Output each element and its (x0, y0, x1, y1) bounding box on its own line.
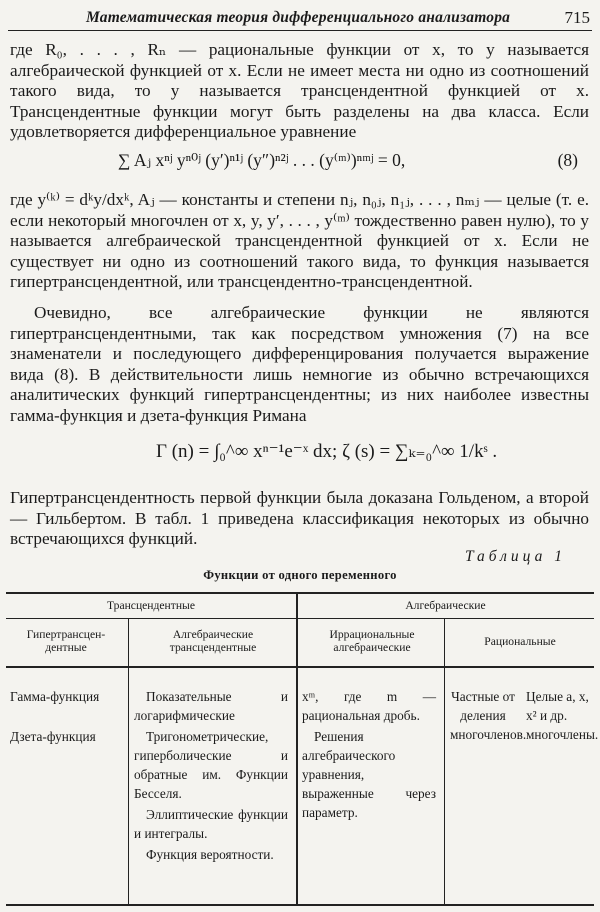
cell-quotients: Частные от деления многочленов. (450, 689, 527, 742)
paragraph-2: где y⁽ᵏ⁾ = dᵏy/dxᵏ, Aⱼ — константы и степени nⱼ, n₀ⱼ, n₁ⱼ, . . . , nₘⱼ — целые (т. е. если некоторый многочлен от x, y, y′, . . . , y⁽ᵐ⁾ тождественно равен нулю), то y называется алгебраической трансцендентной функцией от x. Если не существует ни одно из соотношений такого вида, то функция называется гипертрансцендентной, или трансцендентно-трансцендентной. (10, 190, 589, 292)
paragraph-4: Гипертрансцендентность первой функции была доказана Гольденом, а второй — Гильбертом. В табл. 1 приведена классификация некоторых из обычно встречающихся функций. (10, 488, 589, 549)
cell-trigonometric: Тригонометрические, гиперболические и обратные им. Функции Бесселя. (134, 729, 288, 801)
table-header-rule (6, 666, 594, 668)
table-group-rule (6, 618, 594, 619)
table-bottom-rule (6, 904, 594, 906)
table-caption: Функции от одного переменного (203, 568, 397, 582)
table-vline-1 (128, 618, 129, 904)
cell-polynomials: Целые a, x, x² и др. многочлены. (526, 689, 599, 742)
cell-exponential: Показательные и логарифмические (134, 689, 288, 723)
cell-gamma-function: Гамма-функция (10, 689, 100, 704)
table-vline-3 (444, 618, 445, 904)
cell-zeta-function: Дзета-функция (10, 729, 96, 744)
table-top-rule (6, 592, 594, 594)
cell-algebraic-solutions: Решения алгебраического уравнения, выраженные через параметр. (302, 729, 436, 820)
group-header-transcendental: Трансцендентные (107, 599, 195, 612)
paragraph-3: Очевидно, все алгебраические функции не являются гипертрансцендентными, так как посредством умножения (7) на все знаменатели и последующего дифференцирования получается выражение вида (8). В действительности лишь немногие из обычно встречающихся аналитических функций гипертрансцендентны; из них наиболее известны гамма-функция и дзета-функция Римана (10, 303, 589, 425)
cell-rational-power: xᵐ, где m — рациональная дробь. (302, 689, 436, 723)
equation-8-number: (8) (557, 150, 578, 170)
column-header-hypertranscendental: Гипертрансцен-дентные (26, 628, 106, 654)
column-header-rational: Рациональные (484, 635, 556, 648)
group-header-algebraic: Алгебраические (405, 599, 486, 612)
equation-gamma-zeta: Γ (n) = ∫₀^∞ xⁿ⁻¹e⁻ˣ dx; ζ (s) = ∑ₖ₌₀^∞ 1/kˢ . (156, 441, 498, 462)
column-header-irrational: Иррациональные алгебраические (329, 628, 415, 654)
table-label: Таблица 1 (464, 548, 566, 565)
equation-8: ∑ Aⱼ xⁿʲ yⁿ⁰ʲ (y′)ⁿ¹ʲ (y″)ⁿ²ʲ . . . (y⁽ᵐ⁾)ⁿᵐʲ = 0, (118, 150, 406, 170)
cell-probability: Функция вероятности. (146, 847, 274, 862)
running-header (8, 4, 592, 31)
page-number: 715 (564, 8, 590, 27)
paragraph-1: где R₀, . . . , Rₙ — рациональные функции от x, то y называется алгебраической функцией от x. Если не имеет места ни одно из соотношений такого вида, то y называется трансцендентной функцией от x. Трансцендентные функции могут быть разделены на два класса. Если удовлетворяется дифференциальное уравнение (10, 40, 589, 142)
column-header-algebraic-transcendental: Алгебраические трансцендентные (169, 628, 257, 654)
running-title: Математическая теория дифференциального анализатора (86, 9, 511, 26)
table-vline-2 (296, 592, 298, 904)
cell-elliptic: Эллиптические функции и интегралы. (134, 807, 288, 841)
